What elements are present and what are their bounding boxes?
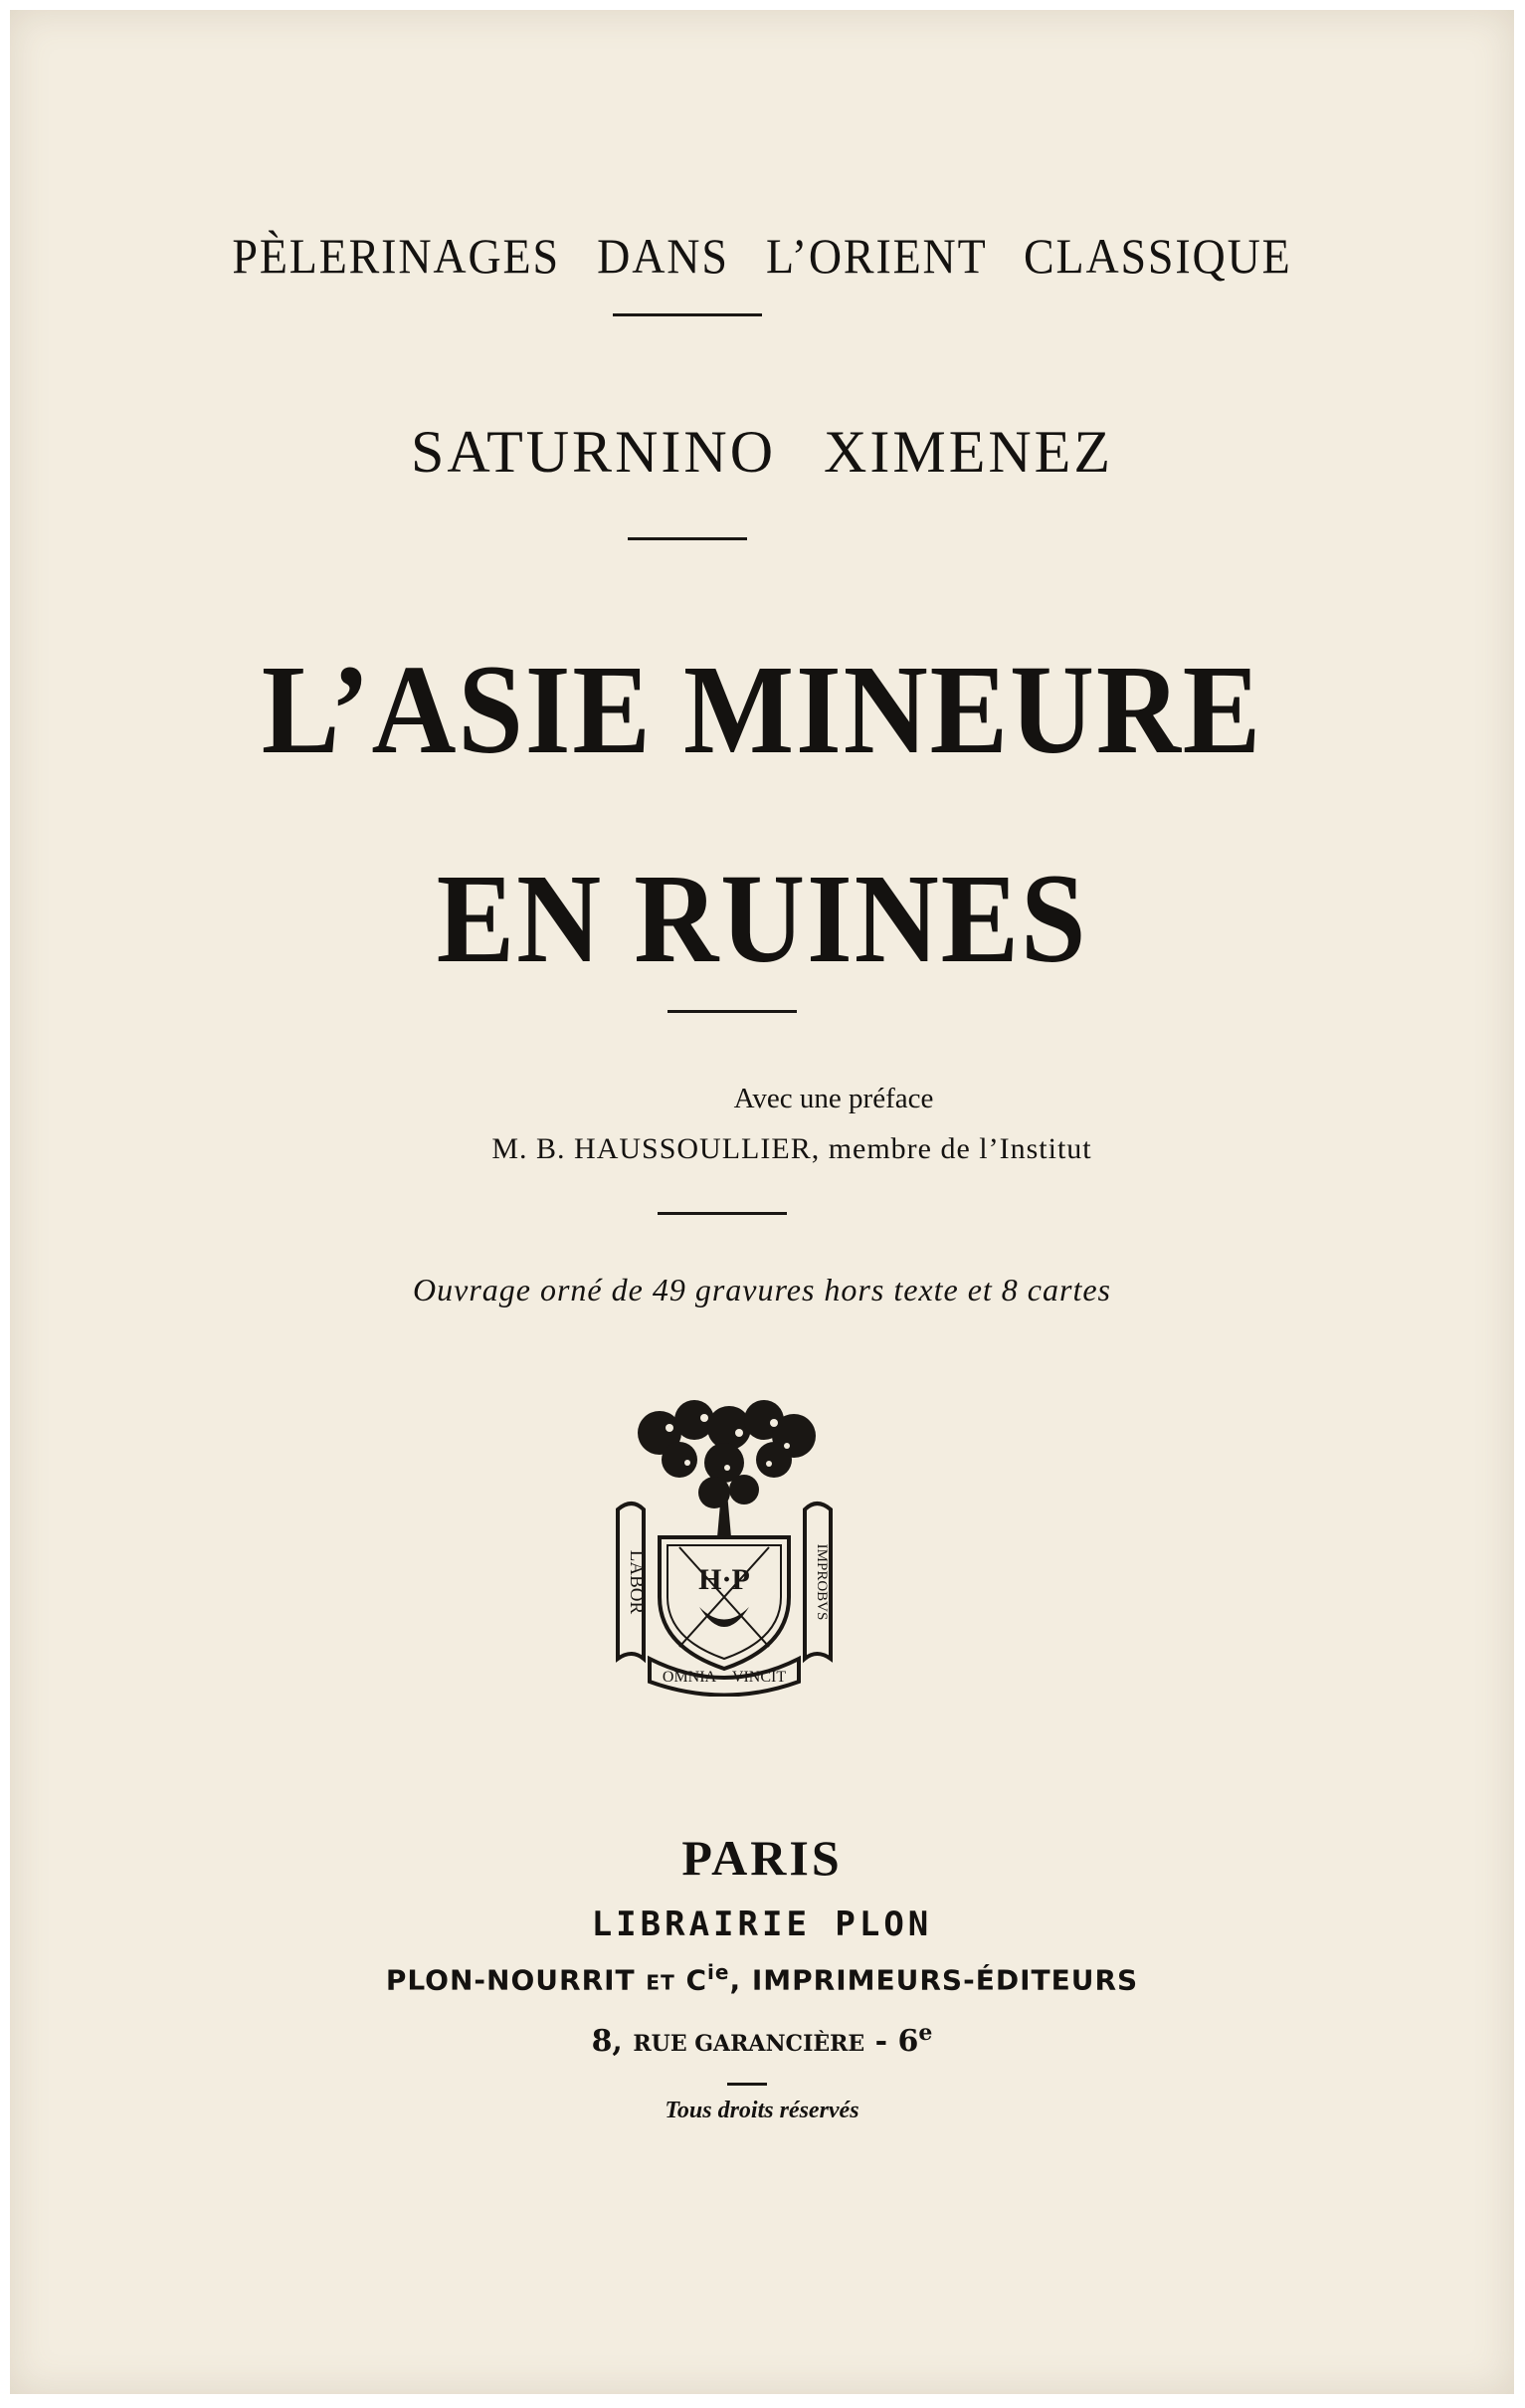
author-name: SATURNINO XIMENEZ xyxy=(411,419,1113,485)
address-number: 8, xyxy=(591,2024,623,2059)
book-title-line-2: EN RUINES xyxy=(436,848,1088,989)
rule-5 xyxy=(727,2083,767,2086)
imprint-publisher: LIBRAIRIE PLON xyxy=(591,1905,933,1944)
title-page xyxy=(10,10,1514,2394)
imprint-city: PARIS xyxy=(681,1830,843,1886)
printers-ie: ie xyxy=(707,1960,730,1984)
preface-line-1: Avec une préface xyxy=(733,1083,934,1114)
mark-motto-bottom-right: VINCIT xyxy=(731,1669,787,1686)
rule-2 xyxy=(628,537,747,540)
printers-name: PLON-NOURRIT xyxy=(385,1963,636,1997)
address-street: RUE GARANCIÈRE xyxy=(633,2031,865,2057)
illustrations-note: Ouvrage orné de 49 gravures hors texte et 8 cartes xyxy=(413,1272,1111,1307)
imprint-address xyxy=(10,2020,1514,2059)
rights-reserved: Tous droits réservés xyxy=(665,2098,859,2123)
book-title-line-1: L’ASIE MINEURE xyxy=(261,639,1263,780)
address-sup: e xyxy=(918,2020,933,2046)
mark-motto-bottom-left: OMNIA xyxy=(662,1669,717,1686)
address-arrondissement: - 6 xyxy=(874,2024,919,2059)
mark-monogram: H·P xyxy=(698,1563,750,1596)
preface-line-2: M. B. HAUSSOULLIER, membre de l’Institut xyxy=(491,1132,1092,1165)
rule-3 xyxy=(667,1010,797,1013)
printers-role: , IMPRIMEURS-ÉDITEURS xyxy=(729,1963,1139,1997)
rule-4 xyxy=(658,1212,787,1215)
printers-c: C xyxy=(685,1963,708,1997)
series-title: PÈLERINAGES DANS L’ORIENT CLASSIQUE xyxy=(232,228,1292,284)
mark-motto-left: LABOR xyxy=(626,1549,647,1615)
printer-mark-icon xyxy=(610,1398,839,1697)
imprint-printers xyxy=(10,1960,1514,1996)
mark-motto-right: IMPROBVS xyxy=(814,1543,830,1621)
rule-1 xyxy=(613,313,762,316)
printers-et: ET xyxy=(646,1970,675,1995)
